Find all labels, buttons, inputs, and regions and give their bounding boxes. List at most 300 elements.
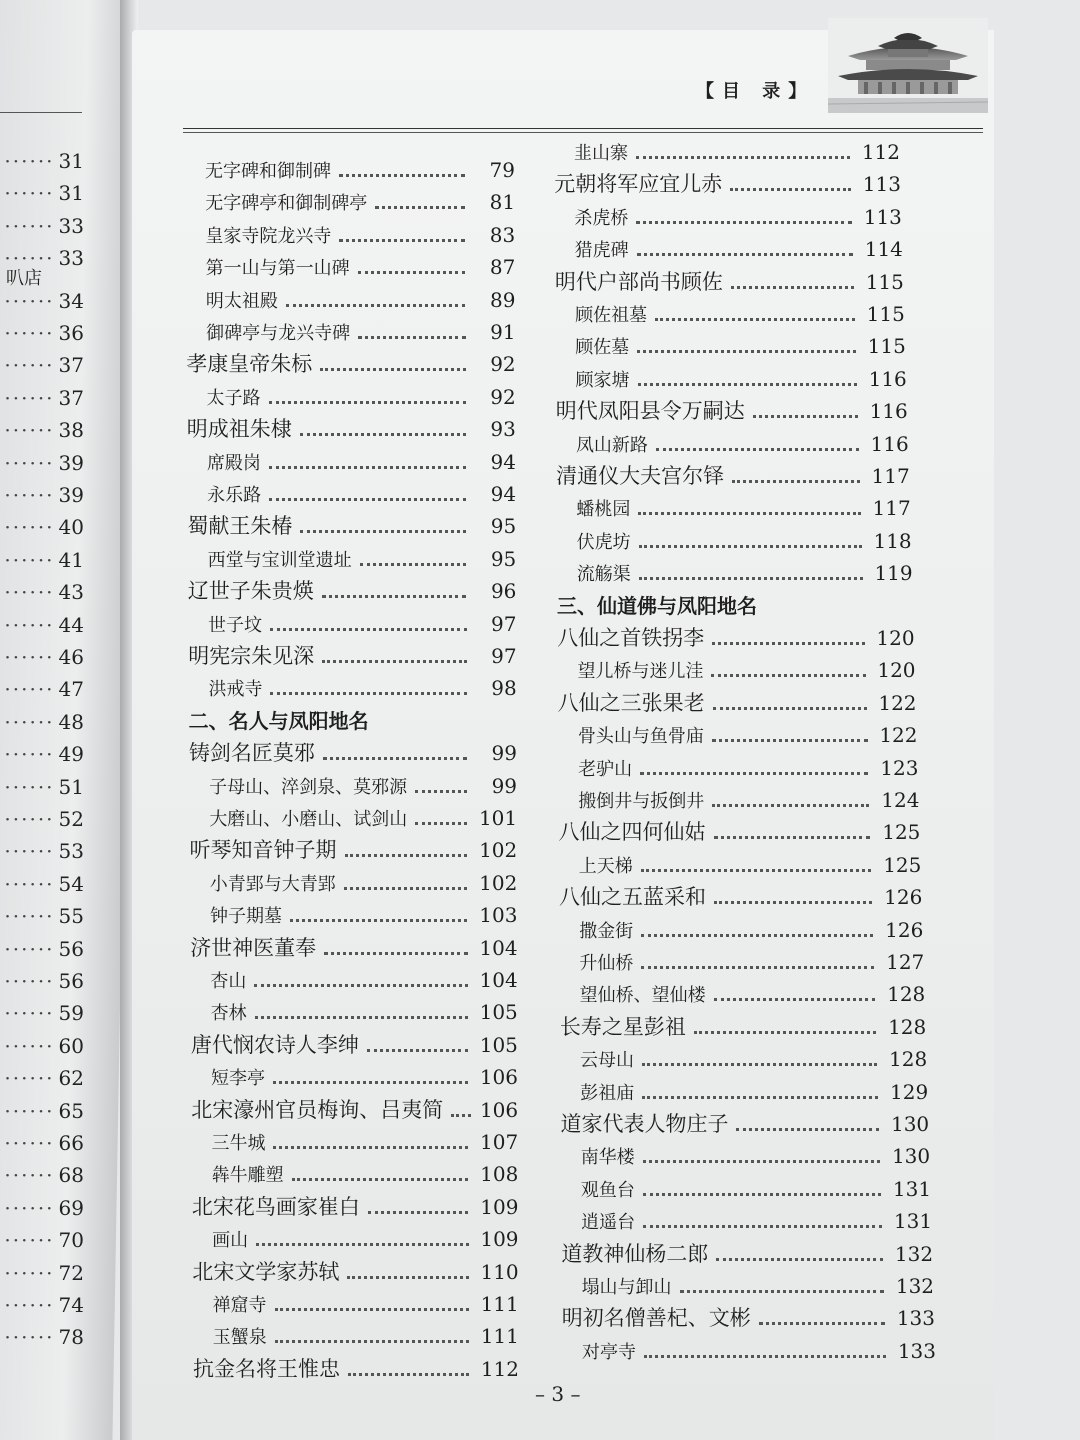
toc-section-heading [557, 592, 914, 620]
toc-entry [208, 610, 516, 638]
dot-leader [639, 563, 863, 580]
dot-leader [348, 1359, 469, 1376]
dot-leader [290, 905, 468, 922]
toc-entry [579, 851, 922, 879]
dot-leader: ······ [4, 774, 55, 799]
dot-leader [255, 1002, 468, 1019]
toc-entry-page: 105 [479, 1032, 518, 1057]
toc-entry-page: 130 [890, 1112, 930, 1136]
dot-leader [292, 1164, 469, 1181]
dot-leader [716, 1244, 883, 1261]
toc-entry-page: 110 [480, 1259, 519, 1284]
toc-entry-title: 八仙之五蓝采和 [558, 885, 706, 910]
dot-leader [641, 952, 874, 969]
page-ref: 49 [58, 742, 84, 767]
toc-entry-title: 明代户部尚书顾佐 [554, 269, 723, 294]
toc-entry-title: 韭山寨 [574, 143, 628, 164]
toc-entry-title: 老驴山 [578, 758, 633, 780]
toc-entry-page: 122 [878, 690, 917, 715]
page-ref: 54 [58, 871, 84, 896]
toc-entry [558, 689, 917, 717]
left-page-number [0, 678, 84, 700]
page-ref: 38 [58, 418, 84, 443]
toc-entry-page: 97 [491, 611, 517, 636]
toc-entry [206, 253, 516, 281]
toc-entry [209, 804, 517, 832]
dot-leader [344, 873, 468, 890]
dot-leader [655, 304, 855, 321]
dot-leader [320, 354, 465, 371]
toc-entry [581, 1207, 932, 1235]
toc-entry [579, 948, 924, 976]
toc-entry-title: 小青郢与大青郢 [209, 873, 336, 895]
dot-leader [339, 160, 465, 177]
toc-entry [192, 1193, 519, 1221]
toc-entry-page: 89 [489, 287, 516, 312]
page-ref: 43 [58, 580, 84, 605]
dot-leader: ······ [4, 1163, 55, 1188]
toc-entry-title: 太子路 [206, 387, 261, 409]
toc-entry-title: 顾佐祖墓 [575, 305, 648, 326]
toc-entry-title: 杀虎桥 [574, 207, 629, 229]
left-page-number [0, 1294, 84, 1316]
toc-entry-page: 119 [874, 561, 913, 586]
dot-leader: ······ [4, 709, 55, 734]
toc-entry [580, 1045, 927, 1073]
toc-entry [576, 430, 909, 458]
left-page-number [0, 614, 84, 636]
toc-entry [577, 656, 915, 684]
toc-entry-page: 93 [490, 417, 516, 442]
toc-entry-page: 122 [879, 723, 918, 748]
page-ref: 46 [58, 645, 84, 669]
toc-entry [556, 397, 908, 425]
dot-leader [712, 628, 864, 645]
left-page-number [0, 549, 84, 571]
page-ref: 78 [58, 1325, 84, 1350]
page-ref: 34 [58, 288, 84, 313]
left-page-fragment: 叭店 [6, 268, 42, 289]
toc-entry-title: 伏虎坊 [576, 531, 631, 553]
toc-entry-title: 逍遥台 [581, 1212, 636, 1234]
page-ref: 52 [58, 807, 84, 831]
toc-entry-page: 109 [480, 1194, 519, 1219]
toc-entry-page: 115 [866, 302, 905, 326]
toc-entry [208, 545, 517, 573]
toc-entry [574, 138, 900, 166]
toc-entry-title: 彭祖庙 [580, 1082, 635, 1104]
toc-entry-page: 120 [877, 658, 916, 683]
toc-entry [210, 966, 517, 994]
toc-entry [213, 1290, 519, 1318]
page-ref: 48 [58, 709, 84, 734]
toc-entry [189, 739, 517, 767]
toc-entry-title: 北宋花鸟画家崔白 [191, 1194, 360, 1219]
dot-leader: ······ [4, 385, 55, 410]
toc-entry [554, 170, 901, 198]
dot-leader [269, 452, 466, 469]
toc-entry-title: 世子坟 [208, 614, 263, 636]
page-ref: 47 [58, 677, 84, 702]
dot-leader [731, 272, 854, 289]
page-ref: 70 [58, 1228, 84, 1253]
dot-leader [275, 1326, 469, 1343]
dot-leader [324, 938, 467, 955]
toc-entry-title: 望仙桥、望仙楼 [579, 985, 706, 1007]
dot-leader [636, 142, 850, 159]
toc-entry [188, 577, 517, 605]
toc-entry-page: 106 [479, 1065, 519, 1090]
left-page-number [0, 711, 84, 733]
toc-entry-title: 撒金街 [579, 920, 634, 942]
toc-entry [207, 448, 516, 476]
dot-leader [300, 419, 466, 436]
toc-entry-title: 禅窟寺 [212, 1295, 267, 1316]
toc-entry-page: 87 [489, 255, 516, 280]
toc-entry-page: 95 [490, 546, 517, 571]
dot-leader: ······ [4, 213, 55, 238]
left-page-number [0, 743, 84, 765]
toc-entry-title: 席殿岗 [206, 452, 261, 474]
left-page-number [0, 1229, 84, 1251]
toc-entry-page: 101 [478, 806, 518, 830]
dot-leader [360, 549, 467, 566]
toc-entry-title: 杏林 [210, 1003, 247, 1025]
toc-entry [577, 559, 913, 587]
toc-entry-title: 蜀献王朱椿 [187, 514, 293, 539]
page-ref: 60 [58, 1033, 84, 1058]
toc-entry-title: 北宋文学家苏轼 [192, 1259, 340, 1284]
dot-leader: ······ [4, 1228, 55, 1253]
toc-entry-page: 106 [479, 1097, 519, 1122]
dot-leader: ······ [4, 936, 55, 961]
toc-entry [212, 1160, 519, 1188]
toc-entry-page: 109 [480, 1227, 519, 1252]
dot-leader [300, 516, 466, 533]
toc-entry-title: 望儿桥与迷儿洼 [577, 661, 704, 683]
toc-entry-page: 130 [891, 1144, 931, 1169]
dot-leader [639, 531, 862, 548]
page-ref: 69 [58, 1195, 84, 1220]
toc-entry-page: 99 [491, 741, 517, 766]
left-page-number [0, 1164, 84, 1186]
toc-entry [561, 1240, 933, 1268]
toc-entry-page: 107 [480, 1130, 519, 1154]
toc-entry [190, 934, 517, 962]
dot-leader [644, 1341, 886, 1358]
toc-entry-title: 杏山 [210, 971, 247, 992]
dot-leader: ······ [4, 353, 55, 378]
toc-entry [576, 494, 910, 522]
toc-entry [579, 916, 923, 944]
page-ref: 37 [58, 385, 84, 410]
page-ref: 72 [58, 1260, 84, 1285]
dot-leader [642, 1082, 878, 1099]
dot-leader: ······ [4, 1325, 55, 1350]
toc-entry-title: 铸剑名匠莫邪 [188, 741, 315, 766]
dot-leader [375, 192, 465, 209]
toc-entry [205, 188, 515, 216]
toc-entry-page: 116 [868, 366, 907, 391]
dot-leader [643, 1211, 882, 1228]
toc-entry-title: 升仙桥 [579, 953, 634, 974]
toc-entry-title: 画山 [212, 1230, 249, 1252]
dot-leader [269, 484, 466, 501]
toc-entry-title: 蟠桃园 [576, 499, 631, 521]
toc-entry-title: 子母山、淬剑泉、莫邪源 [209, 776, 408, 798]
left-page-number [0, 1100, 84, 1122]
dot-leader [323, 743, 467, 760]
toc-entry-page: 114 [864, 237, 903, 262]
header-rule [183, 128, 983, 129]
toc-entry-page: 111 [480, 1292, 519, 1316]
dot-leader: ······ [4, 677, 55, 702]
dot-leader: ······ [4, 450, 55, 475]
toc-entry-page: 94 [490, 449, 516, 474]
toc-entry-page: 111 [480, 1324, 519, 1349]
left-page-number [0, 322, 84, 344]
left-page-number [0, 290, 84, 312]
toc-entry [208, 674, 516, 702]
dot-leader [730, 174, 851, 191]
toc-entry [190, 836, 518, 864]
toc-entry-title: 塌山与卸山 [581, 1277, 672, 1298]
page-number: – 3 – [535, 1382, 581, 1406]
dot-leader [732, 466, 860, 483]
dot-leader [368, 1197, 469, 1214]
toc-entry [578, 721, 918, 749]
toc-entry-title: 猎虎碑 [574, 240, 629, 262]
toc-entry [188, 642, 516, 670]
dot-leader [714, 822, 871, 839]
page-ref: 41 [58, 547, 84, 572]
dot-leader [273, 1067, 468, 1084]
left-page-number [0, 646, 84, 668]
toc-entry-title: 短李亭 [211, 1068, 266, 1090]
toc-entry-page: 112 [861, 140, 900, 164]
toc-entry-title: 大磨山、小磨山、试剑山 [209, 809, 408, 830]
dot-leader: ······ [4, 871, 55, 896]
left-page-number [0, 938, 84, 960]
palace-illustration [828, 18, 988, 113]
page-ref: 44 [58, 612, 84, 637]
toc-entry-page: 92 [490, 352, 516, 377]
left-page-number [0, 1132, 84, 1154]
toc-entry-page: 117 [871, 464, 910, 488]
toc-entry-title: 顾佐墓 [575, 337, 630, 359]
toc-entry-page: 97 [491, 644, 517, 668]
toc-entry-page: 104 [479, 968, 518, 992]
dot-leader: ······ [4, 515, 55, 540]
dot-leader [711, 660, 865, 677]
left-page-number [0, 1067, 84, 1089]
dot-leader: ······ [4, 1098, 55, 1123]
toc-entry [559, 883, 922, 911]
dot-leader: ······ [4, 1260, 55, 1285]
toc-entry-page: 132 [894, 1241, 934, 1266]
page-ref: 65 [58, 1098, 84, 1123]
toc-entry-page: 112 [480, 1356, 519, 1381]
toc-entry-title: 三牛城 [211, 1133, 266, 1154]
toc-entry-title: 搬倒井与扳倒井 [578, 791, 705, 812]
toc-entry-title: 洪戒寺 [208, 679, 263, 701]
page-ref: 74 [58, 1293, 84, 1317]
toc-entry-title: 上天梯 [578, 855, 633, 877]
toc-entry [582, 1337, 936, 1365]
toc-entry-page: 94 [490, 482, 517, 506]
toc-entry [211, 1128, 518, 1156]
toc-entry [577, 527, 912, 555]
dot-leader: ······ [4, 580, 55, 605]
toc-entry-page: 113 [863, 204, 902, 229]
dot-leader: ······ [4, 839, 55, 864]
toc-entry-title: 八仙之首铁拐李 [557, 626, 705, 650]
toc-entry [580, 980, 926, 1008]
dot-leader: ······ [4, 1001, 55, 1026]
dot-leader [322, 581, 467, 598]
page-ref: 62 [58, 1066, 84, 1091]
toc-entry-page: 79 [489, 158, 515, 182]
dot-leader: ······ [4, 1033, 55, 1058]
toc-entry-page: 128 [888, 1014, 927, 1039]
dot-leader [270, 678, 466, 695]
dot-leader [638, 498, 860, 515]
toc-entry [210, 901, 518, 929]
left-page-number [0, 840, 84, 862]
toc-entry [576, 365, 907, 393]
toc-entry-page: 96 [490, 579, 517, 604]
page-ref: 33 [58, 213, 84, 238]
dot-leader [275, 1294, 469, 1311]
dot-leader: ······ [4, 246, 55, 271]
dot-leader: ······ [4, 1066, 55, 1091]
left-page-number [0, 808, 84, 830]
toc-entry-page: 95 [490, 514, 517, 539]
toc-entry-title: 孝康皇帝朱标 [186, 352, 313, 377]
toc-entry-page: 125 [883, 852, 922, 877]
dot-leader [270, 614, 466, 631]
dot-leader [273, 1132, 468, 1149]
toc-entry-title: 流觞渠 [576, 564, 631, 586]
left-page-number [0, 1002, 84, 1024]
dot-leader: ······ [4, 807, 55, 831]
dot-leader [637, 336, 856, 353]
toc-entry-title: 北宋濠州官员梅询、吕夷简 [191, 1097, 444, 1122]
left-page-number [0, 387, 84, 409]
toc-entry [562, 1304, 935, 1332]
toc-entry-title: 唐代悯农诗人李绅 [190, 1032, 359, 1057]
toc-entry-page: 123 [880, 755, 919, 780]
page-ref: 56 [58, 969, 84, 993]
toc-entry-title: 道家代表人物庄子 [560, 1112, 729, 1136]
dot-leader: ······ [4, 321, 55, 345]
toc-entry-title: 云母山 [580, 1050, 635, 1072]
dot-leader [254, 970, 467, 987]
toc-entry [191, 1031, 518, 1059]
page-ref: 68 [58, 1163, 84, 1188]
dot-leader [415, 776, 467, 793]
left-page-number [0, 516, 84, 538]
toc-entry-title: 玉蟹泉 [212, 1327, 267, 1349]
toc-entry [207, 383, 516, 411]
dot-leader [759, 1308, 885, 1325]
toc-entry-title: 无字碑和御制碑 [205, 161, 331, 182]
header-rule-thin [183, 132, 983, 133]
dot-leader: ······ [4, 645, 55, 669]
toc-entry-page: 104 [479, 935, 518, 960]
toc-entry [560, 1110, 929, 1138]
section-header-title: 【目 录】 [696, 81, 815, 102]
toc-entry [206, 318, 515, 346]
toc-entry-title: 明代凤阳县令万嗣达 [555, 399, 745, 424]
dot-leader [641, 855, 872, 872]
toc-entry [556, 462, 910, 490]
toc-entry-page: 83 [489, 222, 516, 247]
dot-leader [713, 693, 867, 710]
toc-entry-page: 105 [479, 1000, 518, 1025]
left-page-number [0, 215, 84, 237]
dot-leader [339, 225, 465, 242]
toc-entry [582, 1272, 934, 1300]
page-ref: 36 [58, 321, 84, 345]
toc-entry-page: 102 [479, 870, 518, 895]
toc-entry [560, 1013, 926, 1041]
left-page-number [0, 1262, 84, 1284]
dot-leader [753, 401, 858, 418]
left-page-rule [0, 112, 82, 113]
left-page-number [0, 182, 84, 204]
toc-entry-page: 129 [890, 1079, 929, 1104]
toc-entry [575, 332, 906, 360]
toc-entry-page: 116 [869, 399, 908, 424]
toc-entry-title: 明初名僧善杞、文彬 [561, 1306, 751, 1331]
toc-entry [578, 754, 918, 782]
page-ref: 66 [58, 1131, 84, 1155]
toc-entry-page: 103 [479, 903, 518, 928]
toc-entry-page: 98 [491, 676, 517, 701]
dot-leader [286, 290, 466, 307]
toc-entry [187, 415, 516, 443]
toc-entry-title: 清通仪大夫宫尔铎 [556, 464, 725, 488]
dot-leader: ······ [4, 547, 55, 572]
left-page-number [0, 150, 84, 172]
toc-entry-title: 八仙之四何仙姑 [558, 820, 706, 845]
toc-entry-title: 犇牛雕塑 [211, 1165, 284, 1187]
toc-entry [211, 1063, 518, 1091]
left-page-number [0, 452, 84, 474]
toc-entry [210, 869, 518, 897]
dot-leader [656, 434, 859, 451]
toc-entry-page: 133 [896, 1306, 936, 1331]
toc-entry-page: 81 [489, 190, 516, 215]
toc-entry [211, 998, 518, 1026]
dot-leader [358, 322, 465, 339]
dot-leader [640, 758, 868, 775]
toc-entry-page: 128 [887, 982, 926, 1007]
toc-entry [575, 300, 905, 328]
page-ref: 31 [58, 181, 84, 206]
toc-entry [191, 1096, 518, 1124]
toc-entry-page: 120 [876, 626, 915, 650]
dot-leader [636, 207, 852, 224]
page-ref: 37 [58, 353, 84, 378]
toc-entry-title: 道教神仙杨二郎 [561, 1241, 709, 1266]
toc-entry-title: 骨头山与鱼骨庙 [577, 726, 704, 748]
toc-entry [580, 1078, 928, 1106]
dot-leader [736, 1114, 879, 1131]
toc-entry-page: 126 [884, 885, 923, 910]
dot-leader [415, 808, 467, 825]
